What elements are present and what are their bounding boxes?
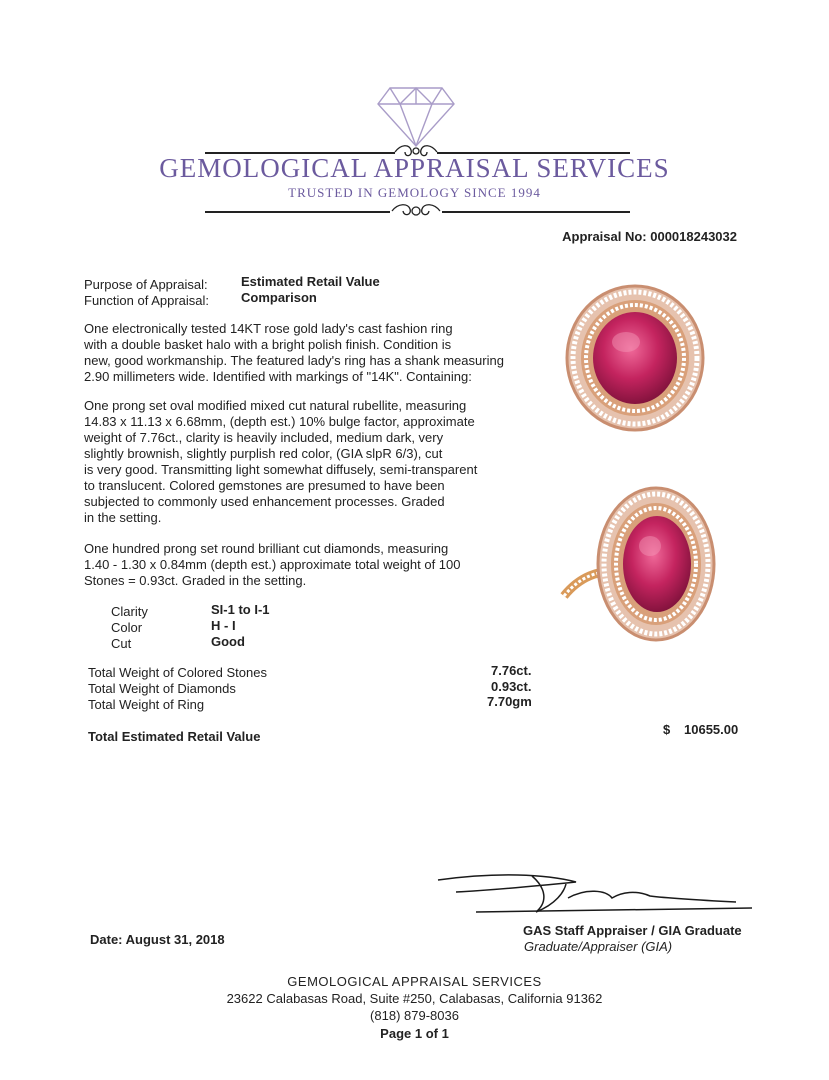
function-label: Function of Appraisal:: [84, 293, 210, 308]
clarity-label: Clarity: [111, 604, 148, 619]
company-tagline: TRUSTED IN GEMOLOGY SINCE 1994: [288, 185, 541, 200]
header-rule-bottom-left: [205, 211, 390, 213]
signature-mark: [436, 868, 756, 918]
description-line: weight of 7.76ct., clarity is heavily included, medium dark, very: [84, 430, 444, 445]
rubellite-description: [84, 398, 534, 526]
description-line: in the setting.: [84, 510, 162, 525]
appraiser-title: GAS Staff Appraiser / GIA Graduate: [523, 923, 742, 938]
total-ring-label: Total Weight of Ring: [88, 697, 205, 712]
retail-currency: $: [663, 722, 671, 737]
total-colored-value: 7.76ct.: [491, 663, 532, 678]
appraisal-number: Appraisal No: 000018243032: [562, 229, 737, 244]
color-label: Color: [111, 620, 143, 635]
ornament-icon: [390, 200, 442, 222]
description-line: with a double basket halo with a bright polish finish. Condition is: [84, 337, 452, 352]
total-colored-label: Total Weight of Colored Stones: [88, 665, 267, 680]
description-line: One prong set oval modified mixed cut natural rubellite, measuring: [84, 398, 467, 413]
clarity-value: SI-1 to I-1: [211, 602, 270, 617]
header-rule-bottom-right: [442, 211, 630, 213]
diamonds-description: [84, 541, 534, 589]
footer-company: GEMOLOGICAL APPRAISAL SERVICES: [287, 974, 542, 989]
purpose-label: Purpose of Appraisal:: [84, 277, 208, 292]
ring-photo-front: [560, 282, 710, 434]
description-line: One electronically tested 14KT rose gold lady's cast fashion ring: [84, 321, 453, 336]
cut-label: Cut: [111, 636, 132, 651]
footer-phone: (818) 879-8036: [370, 1008, 459, 1023]
diamond-logo-icon: [376, 86, 456, 148]
appraisal-date: Date: August 31, 2018: [90, 932, 225, 947]
color-value: H - I: [211, 618, 236, 633]
total-diamonds-label: Total Weight of Diamonds: [88, 681, 236, 696]
ring-photo-angled: [560, 484, 720, 646]
purpose-value: Estimated Retail Value: [241, 274, 380, 289]
company-title: GEMOLOGICAL APPRAISAL SERVICES: [159, 153, 670, 183]
description-line: to translucent. Colored gemstones are presumed to have been: [84, 478, 445, 493]
description-line: is very good. Transmitting light somewhat diffusely, semi-transparent: [84, 462, 478, 477]
description-line: new, good workmanship. The featured lady's ring has a shank measuring: [84, 353, 504, 368]
description-line: One hundred prong set round brilliant cut diamonds, measuring: [84, 541, 449, 556]
ring-description: [84, 321, 534, 385]
cut-value: Good: [211, 634, 245, 649]
description-line: 14.83 x 11.13 x 6.68mm, (depth est.) 10% bulge factor, approximate: [84, 414, 475, 429]
retail-label: Total Estimated Retail Value: [88, 729, 261, 744]
retail-value: 10655.00: [684, 722, 739, 737]
description-line: 1.40 - 1.30 x 0.84mm (depth est.) approximate total weight of 100: [84, 557, 461, 572]
function-value: Comparison: [241, 290, 317, 305]
description-line: Stones = 0.93ct. Graded in the setting.: [84, 573, 307, 588]
footer-address: 23622 Calabasas Road, Suite #250, Calabasas, California 91362: [226, 991, 603, 1006]
description-line: slightly brownish, slightly purplish red color, (GIA slpR 6/3), cut: [84, 446, 443, 461]
total-ring-value: 7.70gm: [487, 694, 532, 709]
description-line: subjected to commonly used enhancement processes. Graded: [84, 494, 445, 509]
appraiser-subtitle: Graduate/Appraiser (GIA): [524, 939, 673, 954]
total-diamonds-value: 0.93ct.: [491, 679, 532, 694]
page-number: Page 1 of 1: [380, 1026, 449, 1041]
description-line: 2.90 millimeters wide. Identified with markings of "14K". Containing:: [84, 369, 472, 384]
